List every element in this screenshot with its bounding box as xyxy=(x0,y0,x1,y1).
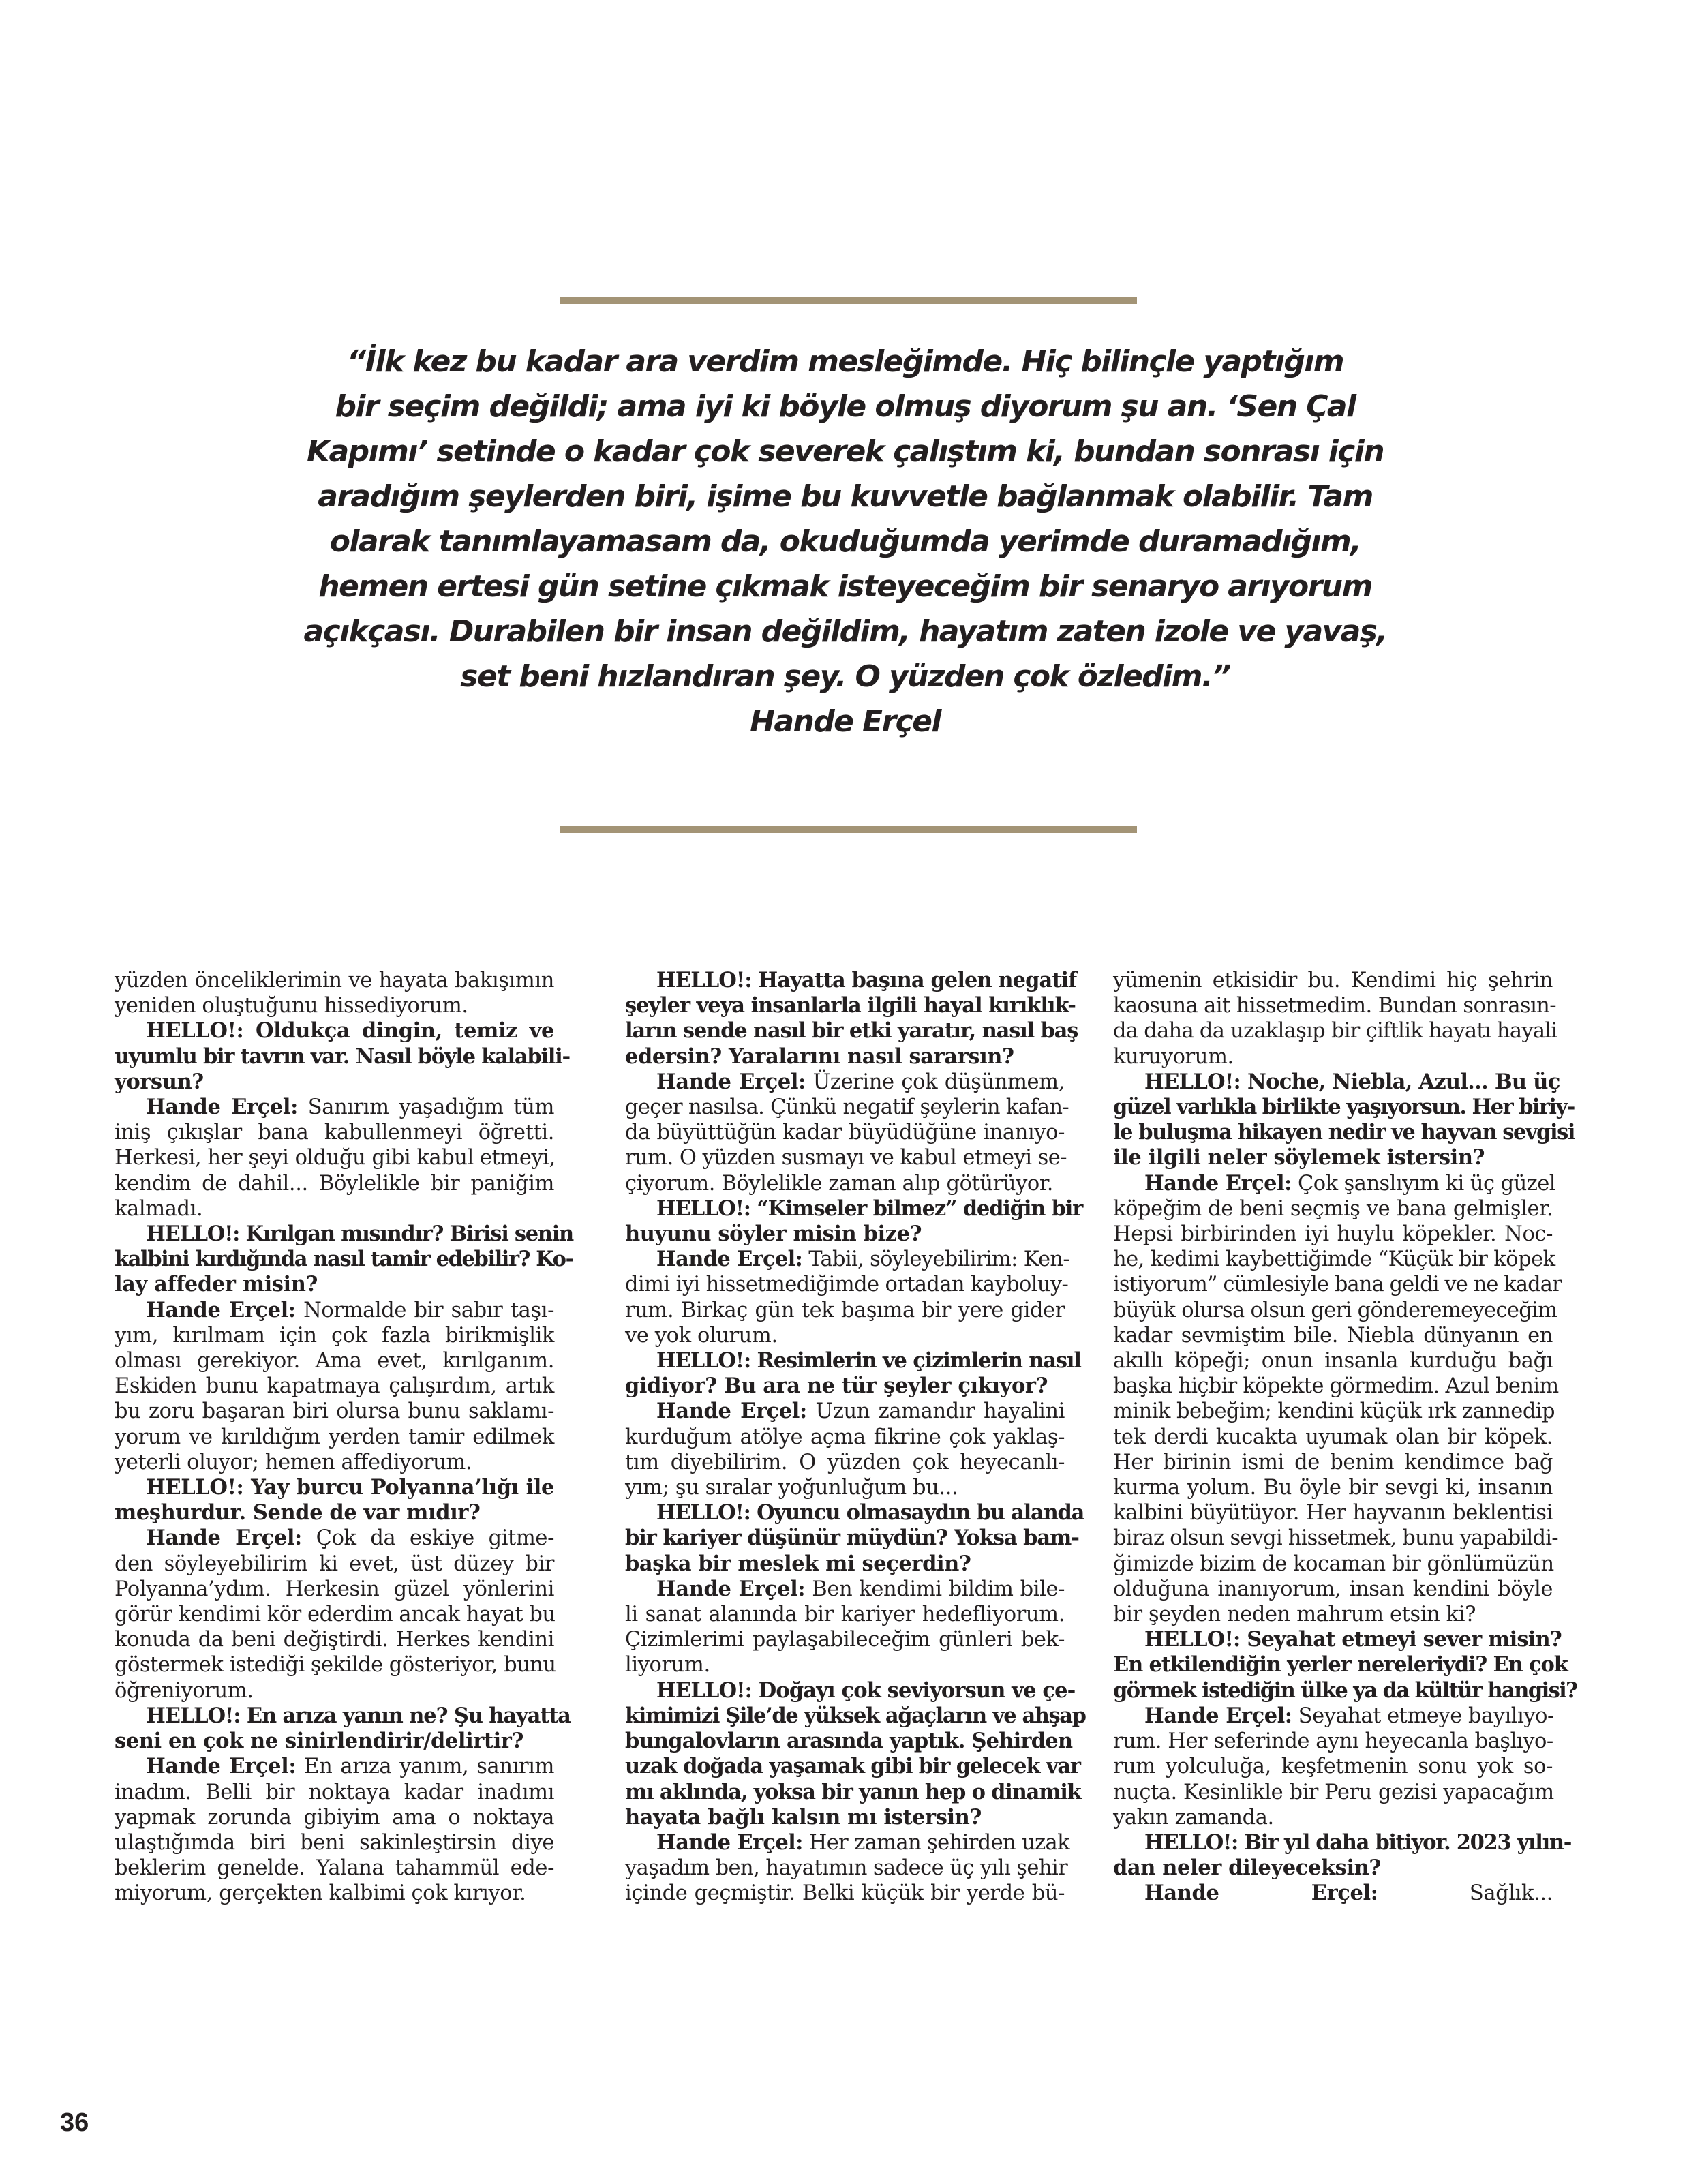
question-line xyxy=(625,993,1076,1018)
line-text: tım diyebilirim. O yüzden çok heyecanlı- xyxy=(625,1450,1065,1474)
line-text: HELLO!: Hayatta başına gelen negatif xyxy=(656,968,1077,992)
line-text: HELLO!: Resimlerin ve çizimlerin nasıl xyxy=(656,1348,1081,1374)
answer-start-line xyxy=(1113,1703,1553,1729)
question-line xyxy=(625,1348,1081,1374)
question-line xyxy=(625,1754,1080,1779)
body-text-line xyxy=(625,1881,1065,1906)
line-text: bir kariyer düşünür müydün? Yoksa bam- xyxy=(625,1526,1079,1551)
line-text: içinde geçmiştir. Belki küçük bir yerde bü- xyxy=(625,1881,1065,1906)
line-text: iniş çıkışlar bana kabullenmeyi öğretti. xyxy=(115,1121,554,1145)
answer-start-line xyxy=(625,1577,1065,1602)
question-line xyxy=(1113,1069,1560,1095)
body-text-line xyxy=(115,1577,554,1602)
line-text: kadar sevmiştim bile. Niebla dünyanın en xyxy=(1113,1323,1553,1348)
page-number: 36 xyxy=(60,2108,89,2137)
line-text: büyük olursa olsun geri gönderemeyeceğim xyxy=(1113,1298,1557,1322)
line-text: HELLO!: Yay burcu Polyanna’lığı ile xyxy=(146,1475,554,1500)
line-text: görür kendimi kör ederdim ancak hayat bu xyxy=(115,1603,556,1627)
question-line xyxy=(1113,1120,1575,1145)
line-text: görmek istediğin ülke ya da kültür hangisi? xyxy=(1113,1678,1577,1703)
line-text: yapmak zorunda gibiyim ama o noktaya xyxy=(115,1805,554,1830)
body-text-line xyxy=(115,1399,554,1424)
body-text-line xyxy=(1113,1196,1553,1222)
speaker-label: Hande Erçel: xyxy=(146,1297,296,1322)
line-text: yüzden önceliklerimin ve hayata bakışımın xyxy=(115,969,554,992)
body-text-line xyxy=(625,1475,1065,1500)
speaker-label: Hande Erçel: xyxy=(656,1399,807,1424)
line-text: rum. Her seferinde aynı heyecanla başlıyo- xyxy=(1113,1729,1553,1754)
body-text-line xyxy=(1113,1298,1557,1323)
article-column-1 xyxy=(115,968,573,1907)
question-line xyxy=(115,1272,554,1297)
body-text-line xyxy=(115,993,554,1018)
line-text: En arıza yanım, sanırım xyxy=(296,1755,554,1779)
body-text-line xyxy=(115,1348,554,1374)
line-text: da büyüttüğün kadar büyüdüğüne inanıyo- xyxy=(625,1121,1065,1145)
line-text: HELLO!: Oldukça dingin, temiz ve xyxy=(146,1018,554,1044)
line-text: akıllı köpeği; onun insanla kurduğu bağı xyxy=(1113,1349,1553,1374)
body-text-line xyxy=(1113,968,1553,993)
question-line xyxy=(115,1044,570,1070)
speaker-label: Hande Erçel: xyxy=(1144,1703,1292,1728)
line-text: Her zaman şehirden uzak xyxy=(802,1830,1069,1855)
question-line xyxy=(1113,1830,1572,1855)
line-text: kalbini kırdığında nasıl tamir edebilir? Ko- xyxy=(115,1247,573,1272)
body-text-line xyxy=(115,1855,554,1881)
body-text-line xyxy=(1113,1272,1562,1297)
body-text-line xyxy=(1113,1551,1553,1577)
question-line xyxy=(625,1018,1078,1044)
body-text-line xyxy=(1113,1450,1553,1475)
line-text: miyorum, gerçekten kalbimi çok kırıyor. xyxy=(115,1881,526,1906)
question-line xyxy=(625,1703,1086,1729)
line-text: beklerim genelde. Yalana tahammül ede- xyxy=(115,1856,554,1881)
line-text: yım; şu sıralar yoğunluğum bu... xyxy=(625,1476,958,1500)
body-text-line xyxy=(625,1145,1065,1170)
line-text: köpeğim de beni seçmiş ve bana gelmişler. xyxy=(1113,1196,1553,1221)
line-text: Üzerine çok düşünmem, xyxy=(805,1070,1065,1094)
line-text: çiyorum. Böylelikle zaman alıp götürüyor. xyxy=(625,1171,1054,1196)
body-text-line xyxy=(1113,1247,1553,1272)
line-text: li sanat alanında bir kariyer hedefliyorum. xyxy=(625,1603,1065,1627)
question-line xyxy=(1113,1652,1568,1678)
body-text-line xyxy=(1113,1425,1553,1450)
speaker-label: Hande Erçel: xyxy=(146,1754,297,1779)
question-line xyxy=(625,1500,1084,1526)
body-text-line xyxy=(625,1298,1065,1323)
line-text: bu zoru başaran biri olursa bunu saklamı- xyxy=(115,1399,554,1424)
body-text-line xyxy=(1113,1805,1553,1830)
divider-rule-bottom xyxy=(560,826,1137,833)
pull-quote-line: olarak tanımlayamasam da, okuduğumda yerimde duramadığım, xyxy=(329,524,1361,559)
body-text-line xyxy=(115,1374,554,1399)
question-line xyxy=(625,968,1077,993)
line-text: huyunu söyler misin bize? xyxy=(625,1222,922,1247)
body-text-line xyxy=(625,1323,1065,1348)
body-text-line xyxy=(625,1627,1065,1652)
speaker-label: Hande Erçel: xyxy=(1144,1881,1378,1906)
line-text: yorum ve kırıldığım yerden tamir edilmek xyxy=(115,1425,554,1449)
answer-start-line xyxy=(625,1247,1069,1272)
question-line xyxy=(625,1805,1065,1830)
line-text: tek derdi kucakta uyumak olan bir köpek. xyxy=(1113,1425,1553,1449)
body-text-line xyxy=(115,1830,554,1855)
body-text-line xyxy=(625,1602,1065,1627)
line-text: yorsun? xyxy=(115,1069,204,1094)
line-text: minik bebeğim; kendini küçük ırk zannedip xyxy=(1113,1399,1555,1424)
line-text: kimimizi Şile’de yüksek ağaçların ve ahşap xyxy=(625,1703,1086,1728)
body-text-line xyxy=(1113,1577,1553,1602)
line-text: yeniden oluştuğunu hissediyorum. xyxy=(115,994,468,1018)
body-text-line xyxy=(115,1627,554,1652)
speaker-label: Hande Erçel: xyxy=(656,1830,803,1855)
speaker-label: Hande Erçel: xyxy=(146,1526,302,1551)
line-text: liyorum. xyxy=(625,1653,710,1678)
body-text-line xyxy=(625,1855,1068,1881)
body-text-line xyxy=(1113,1500,1553,1526)
line-text: öğreniyorum. xyxy=(115,1678,254,1703)
line-text: bir şeyden neden mahrum etsin ki? xyxy=(1113,1603,1476,1627)
line-text: Çok şanslıyım ki üç güzel xyxy=(1291,1171,1556,1196)
body-text-line xyxy=(1113,1475,1553,1500)
question-line xyxy=(625,1374,1065,1399)
line-text: HELLO!: Bir yıl daha bitiyor. 2023 yılın- xyxy=(1144,1830,1572,1855)
body-text-line xyxy=(1113,1348,1553,1374)
speaker-label: Hande Erçel: xyxy=(656,1069,806,1094)
pull-quote-line: açıkçası. Durabilen bir insan değildim, hayatım zaten izole ve yavaş, xyxy=(303,614,1387,649)
pull-quote-attribution: Hande Erçel xyxy=(750,704,941,739)
pull-quote-line: “İlk kez bu kadar ara verdim mesleğimde. Hiç bilinçle yaptığım xyxy=(346,344,1343,379)
question-line xyxy=(625,1551,1065,1577)
line-text: göstermek istediği şekilde gösteriyor, bunu xyxy=(115,1653,556,1678)
line-text: lay affeder misin? xyxy=(115,1272,318,1297)
body-text-line xyxy=(115,1551,554,1577)
line-text: he, kedimi kaybettiğimde “Küçük bir köpek xyxy=(1113,1247,1555,1272)
body-text-line xyxy=(115,1323,554,1348)
question-line xyxy=(625,1222,1065,1247)
line-text: HELLO!: Seyahat etmeyi sever misin? xyxy=(1144,1627,1562,1652)
body-text-line xyxy=(115,1145,554,1170)
body-text-line xyxy=(625,1652,1065,1678)
body-text-line xyxy=(625,1450,1065,1475)
pull-quote-line: Kapımı’ setinde o kadar çok severek çalıştım ki, bundan sonrası için xyxy=(307,434,1384,469)
question-line xyxy=(115,1475,554,1500)
line-text: biraz olsun sevgi hissetmek, bunu yapabildi- xyxy=(1113,1526,1558,1551)
body-text-line xyxy=(625,1272,1069,1297)
body-text-line xyxy=(115,1652,554,1678)
body-text-line xyxy=(1113,1729,1553,1754)
question-line xyxy=(625,1779,1081,1805)
line-text: gidiyor? Bu ara ne tür şeyler çıkıyor? xyxy=(625,1374,1048,1399)
line-text: hayata bağlı kalsın mı istersin? xyxy=(625,1804,982,1830)
line-text: mı aklında, yoksa bir yanın hep o dinamik xyxy=(625,1779,1081,1804)
body-text-line xyxy=(1113,1399,1553,1424)
question-line xyxy=(625,1526,1079,1551)
line-text: ların sende nasıl bir etki yaratır, nasıl baş xyxy=(625,1018,1078,1044)
answer-start-line xyxy=(115,1298,554,1323)
line-text: kaosuna ait hissetmedim. Bundan sonrasın- xyxy=(1113,994,1556,1018)
question-line xyxy=(625,1729,1073,1754)
body-text-line xyxy=(1113,1754,1553,1779)
question-line xyxy=(115,1500,554,1526)
answer-start-line xyxy=(115,1095,554,1120)
answer-start-line xyxy=(625,1070,1065,1095)
line-text: ğimizde bizim de kocaman bir gönlümüzün xyxy=(1113,1551,1554,1576)
answer-start-line xyxy=(625,1399,1065,1424)
pull-quote xyxy=(300,339,1390,744)
line-text: Polyanna’ydım. Herkesin güzel yönlerini xyxy=(115,1577,554,1601)
body-text-line xyxy=(1113,1222,1553,1247)
question-line xyxy=(1113,1627,1562,1652)
line-text: yakın zamanda. xyxy=(1113,1805,1274,1830)
body-text-line xyxy=(1113,1018,1557,1044)
line-text: ve yok olurum. xyxy=(625,1323,778,1348)
body-text-line xyxy=(115,1881,554,1906)
question-line xyxy=(1113,1095,1575,1120)
body-text-line xyxy=(115,1171,554,1196)
article-column-2 xyxy=(625,968,1086,1907)
question-line xyxy=(625,1044,1065,1070)
speaker-label: Hande Erçel: xyxy=(1144,1170,1292,1196)
answer-start-line xyxy=(115,1754,554,1779)
line-text: den söyleyebilirim ki evet, üst düzey bir xyxy=(115,1551,554,1576)
line-text: kalmadı. xyxy=(115,1196,203,1221)
pull-quote-line: aradığım şeylerden biri, işime bu kuvvetle bağlanmak olabilir. Tam xyxy=(318,479,1373,514)
line-text: ulaştığımda biri beni sakinleştirsin diye xyxy=(115,1830,554,1855)
question-line xyxy=(115,1729,554,1754)
line-text: Herkesi, her şeyi olduğu gibi kabul etmeyi, xyxy=(115,1146,556,1170)
line-text: HELLO!: Oyuncu olmasaydın bu alanda xyxy=(656,1500,1084,1526)
question-line xyxy=(115,1703,571,1729)
answer-start-line xyxy=(625,1830,1069,1855)
line-text: nuçta. Kesinlikle bir Peru gezisi yapacağım xyxy=(1113,1780,1554,1804)
body-text-line xyxy=(1113,993,1556,1018)
question-line xyxy=(115,1070,554,1095)
line-text: HELLO!: “Kimseler bilmez” dediğin bir xyxy=(656,1196,1083,1221)
line-text: Hepsi birbirinden iyi huylu köpekler. Noc- xyxy=(1113,1222,1553,1247)
body-text-line xyxy=(115,1425,554,1450)
line-text: Seyahat etmeye bayılıyo- xyxy=(1292,1703,1554,1728)
line-text: Normalde bir sabır taşı- xyxy=(295,1298,554,1322)
body-text-line xyxy=(1113,1374,1559,1399)
body-text-line xyxy=(115,1805,554,1830)
question-line xyxy=(1113,1145,1553,1170)
line-text: yaşadım ben, hayatımın sadece üç yılı şehir xyxy=(625,1856,1068,1881)
body-text-line xyxy=(625,1120,1065,1145)
line-text: kalbini büyütüyor. Her hayvanın beklentisi xyxy=(1113,1501,1553,1526)
line-text: olduğuna inanıyorum, insan kendini böyle xyxy=(1113,1577,1553,1601)
line-text: Çizimlerimi paylaşabileceğim günleri bek- xyxy=(625,1628,1065,1652)
body-text-line xyxy=(625,1425,1065,1450)
answer-start-line xyxy=(1113,1881,1553,1906)
answer-start-line xyxy=(1113,1170,1556,1196)
line-text: le buluşma hikayen nedir ve hayvan sevgisi xyxy=(1113,1120,1575,1145)
line-text: olması gerekiyor. Ama evet, kırılganım. xyxy=(115,1349,554,1374)
body-text-line xyxy=(115,1196,554,1222)
body-text-line xyxy=(1113,1602,1553,1627)
pull-quote-line: bir seçim değildi; ama iyi ki böyle olmuş diyorum şu an. ‘Sen Çal xyxy=(335,389,1356,424)
question-line xyxy=(625,1678,1076,1703)
line-text: HELLO!: Doğayı çok seviyorsun ve çe- xyxy=(656,1678,1076,1703)
line-text: HELLO!: Kırılgan mısındır? Birisi senin xyxy=(146,1222,573,1247)
line-text: Her birinin ismi de benim kendimce bağ xyxy=(1113,1450,1553,1474)
line-text: kendim de dahil... Böylelikle bir paniğim xyxy=(115,1171,554,1196)
line-text: geçer nasılsa. Çünkü negatif şeylerin kafan- xyxy=(625,1095,1069,1120)
line-text: Uzun zamandır hayalini xyxy=(806,1399,1065,1424)
line-text: dan neler dileyeceksin? xyxy=(1113,1855,1381,1881)
line-text: Tabii, söyleyebilirim: Ken- xyxy=(802,1247,1069,1272)
line-text: başka hiçbir köpekte görmedim. Azul benim xyxy=(1113,1374,1559,1399)
line-text: kurma yolum. Bu öyle bir sevgi ki, insanın xyxy=(1113,1476,1553,1500)
body-text-line xyxy=(625,1095,1069,1120)
line-text: seni en çok ne sinirlendirir/delirtir? xyxy=(115,1729,523,1754)
line-text: dimi iyi hissetmediğimde ortadan kayboluy- xyxy=(625,1273,1069,1297)
line-text: uzak doğada yaşamak gibi bir gelecek var xyxy=(625,1754,1080,1779)
pull-quote-line: hemen ertesi gün setine çıkmak isteyeceğim bir senaryo arıyorum xyxy=(318,569,1372,604)
question-line xyxy=(115,1018,554,1044)
line-text: yümenin etkisidir bu. Kendimi hiç şehrin xyxy=(1113,969,1553,992)
body-text-line xyxy=(1113,1526,1558,1551)
line-text: rum yolculuğa, keşfetmenin sonu yok so- xyxy=(1113,1755,1553,1779)
line-text: meşhurdur. Sende de var mıdır? xyxy=(115,1500,481,1526)
question-line xyxy=(1113,1855,1553,1881)
body-text-line xyxy=(115,1450,554,1475)
line-text: inadım. Belli bir noktaya kadar inadımı xyxy=(115,1780,554,1804)
line-text: bungalovların arasında yaptık. Şehirden xyxy=(625,1729,1073,1754)
question-line xyxy=(115,1247,573,1272)
line-text: HELLO!: Noche, Niebla, Azul… Bu üç xyxy=(1144,1069,1560,1094)
line-text: yeterli oluyor; hemen affediyorum. xyxy=(115,1450,472,1474)
body-text-line xyxy=(1113,1323,1553,1348)
line-text: Çok da eskiye gitme- xyxy=(301,1526,554,1551)
line-text: Eskiden bunu kapatmaya çalışırdım, artık xyxy=(115,1374,554,1399)
body-text-line xyxy=(625,1171,1065,1196)
body-text-line xyxy=(115,1678,554,1703)
question-line xyxy=(115,1222,573,1247)
question-line xyxy=(1113,1678,1577,1703)
line-text: uyumlu bir tavrın var. Nasıl böyle kalabili- xyxy=(115,1044,570,1069)
line-text: yım, kırılmam için çok fazla birikmişlik xyxy=(115,1323,554,1348)
line-text: kurduğum atölye açma fikrine çok yaklaş- xyxy=(625,1425,1065,1449)
line-text: rum. Birkaç gün tek başıma bir yere gider xyxy=(625,1298,1065,1322)
body-text-line xyxy=(115,1120,554,1145)
line-text: şeyler veya insanlarla ilgili hayal kırıklık- xyxy=(625,993,1076,1018)
speaker-label: Hande Erçel: xyxy=(656,1247,803,1272)
line-text: kuruyorum. xyxy=(1113,1044,1234,1069)
speaker-label: Hande Erçel: xyxy=(146,1095,298,1120)
speaker-label: Hande Erçel: xyxy=(656,1576,806,1601)
line-text: da daha da uzaklaşıp bir çiftlik hayatı hayali xyxy=(1113,1019,1557,1044)
line-text: istiyorum” cümlesiyle bana geldi ve ne kadar xyxy=(1113,1273,1562,1297)
pull-quote-line: set beni hızlandıran şey. O yüzden çok özledim.” xyxy=(460,659,1230,694)
body-text-line xyxy=(115,1780,554,1805)
line-text: konuda da beni değiştirdi. Herkes kendini xyxy=(115,1628,554,1652)
line-text: Ben kendimi bildim bile- xyxy=(805,1577,1065,1601)
line-text: HELLO!: En arıza yanın ne? Şu hayatta xyxy=(146,1703,571,1728)
body-text-line xyxy=(1113,1780,1553,1805)
line-text: Sanırım yaşadığım tüm xyxy=(297,1095,554,1120)
answer-start-line xyxy=(115,1526,554,1551)
body-text-line xyxy=(115,1602,554,1627)
line-text: başka bir meslek mi seçerdin? xyxy=(625,1551,971,1576)
line-text: rum. O yüzden susmayı ve kabul etmeyi se- xyxy=(625,1146,1067,1170)
divider-rule-top xyxy=(560,297,1137,304)
line-text: Sağlık... xyxy=(1378,1881,1553,1906)
line-text: güzel varlıkla birlikte yaşıyorsun. Her biriy- xyxy=(1113,1095,1575,1120)
body-text-line xyxy=(1113,1044,1553,1070)
body-text-line xyxy=(115,968,554,993)
line-text: En etkilendiğin yerler nereleriydi? En çok xyxy=(1113,1652,1568,1678)
article-column-3 xyxy=(1113,968,1577,1907)
question-line xyxy=(625,1196,1083,1222)
line-text: edersin? Yaralarını nasıl sararsın? xyxy=(625,1044,1014,1069)
line-text: ile ilgili neler söylemek istersin? xyxy=(1113,1145,1485,1170)
